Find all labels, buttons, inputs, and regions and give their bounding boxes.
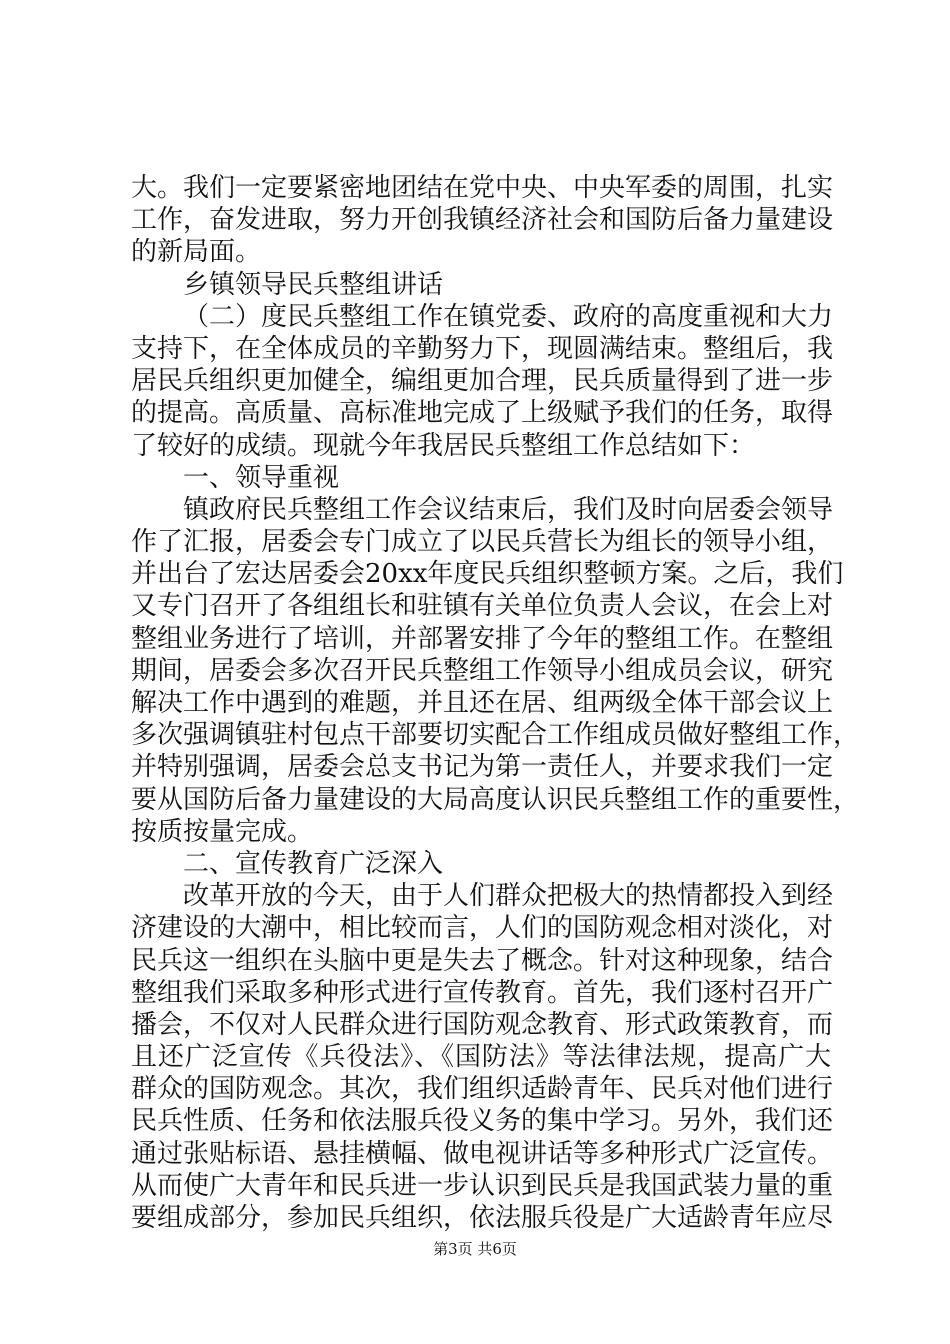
text-line: 的提高。高质量、高标准地完成了上级赋予我们的任务，取得 [131,398,834,429]
text-line: 并出台了宏达居委会20xx年度民兵组织整顿方案。之后，我们 [131,559,844,590]
text-line: 解决工作中遇到的难题，并且还在居、组两级全体干部会议上 [131,688,834,718]
text-line: 民兵这一组织在头脑中更是失去了概念。针对这种现象，结合 [131,945,834,976]
text-line: 要组成部分，参加民兵组织，依法服兵役是广大适龄青年应尽 [131,1203,834,1233]
text-line: 且还广泛宣传《兵役法》、《国防法》等法律法规，提高广大 [131,1042,831,1073]
text-line: 整组业务进行了培训，并部署安排了今年的整组工作。在整组 [131,623,834,654]
page-number-footer: 第3页 共6页 [433,1240,517,1258]
text-line: 镇政府民兵整组工作会议结束后，我们及时向居委会领导 [183,494,834,525]
text-line: 又专门召开了各组组长和驻镇有关单位负责人会议，在会上对 [131,591,834,622]
document-body [131,172,860,1234]
text-line: 支持下，在全体成员的辛勤努力下，现圆满结束。整组后，我 [131,333,834,364]
text-line: 通过张贴标语、悬挂横幅、做电视讲话等多种形式广泛宣传。 [131,1138,834,1169]
text-line: 改革开放的今天，由于人们群众把极大的热情都投入到经 [183,881,834,912]
text-line: 从而使广大青年和民兵进一步认识到民兵是我国武装力量的重 [131,1170,834,1201]
text-line: 大。我们一定要紧密地团结在党中央、中央军委的周围，扎实 [131,173,834,203]
text-line: 的新局面。 [131,237,262,268]
text-line: 群众的国防观念。其次，我们组织适龄青年、民兵对他们进行 [131,1074,834,1105]
text-line: 播会，不仅对人民群众进行国防观念教育、形式政策教育，而 [131,1009,834,1040]
text-line: （二）度民兵整组工作在镇党委、政府的高度重视和大力 [183,301,834,332]
text-line: 作了汇报，居委会专门成立了以民兵营长为组长的领导小组， [131,527,834,558]
text-line: 多次强调镇驻村包点干部要切实配合工作组成员做好整组工作， [131,720,860,751]
text-line: 二、宣传教育广泛深入 [183,848,444,879]
text-line: 济建设的大潮中，相比较而言，人们的国防观念相对淡化，对 [131,913,834,944]
text-line: 乡镇领导民兵整组讲话 [183,269,444,300]
text-line: 居民兵组织更加健全，编组更加合理，民兵质量得到了进一步 [131,366,834,397]
text-line: 并特别强调，居委会总支书记为第一责任人，并要求我们一定 [131,752,834,783]
text-line: 期间，居委会多次召开民兵整组工作领导小组成员会议，研究 [131,655,834,686]
text-line: 按质按量完成。 [131,816,314,847]
text-line: 民兵性质、任务和依法服兵役义务的集中学习。另外，我们还 [131,1106,834,1137]
text-line: 整组我们采取多种形式进行宣传教育。首先，我们逐村召开广 [131,977,834,1008]
text-line: 要从国防后备力量建设的大局高度认识民兵整组工作的重要性， [131,784,860,815]
text-line: 工作，奋发进取，努力开创我镇经济社会和国防后备力量建设 [131,205,834,236]
text-line: 了较好的成绩。现就今年我居民兵整组工作总结如下： [131,430,756,461]
text-line: 一、领导重视 [183,462,340,493]
